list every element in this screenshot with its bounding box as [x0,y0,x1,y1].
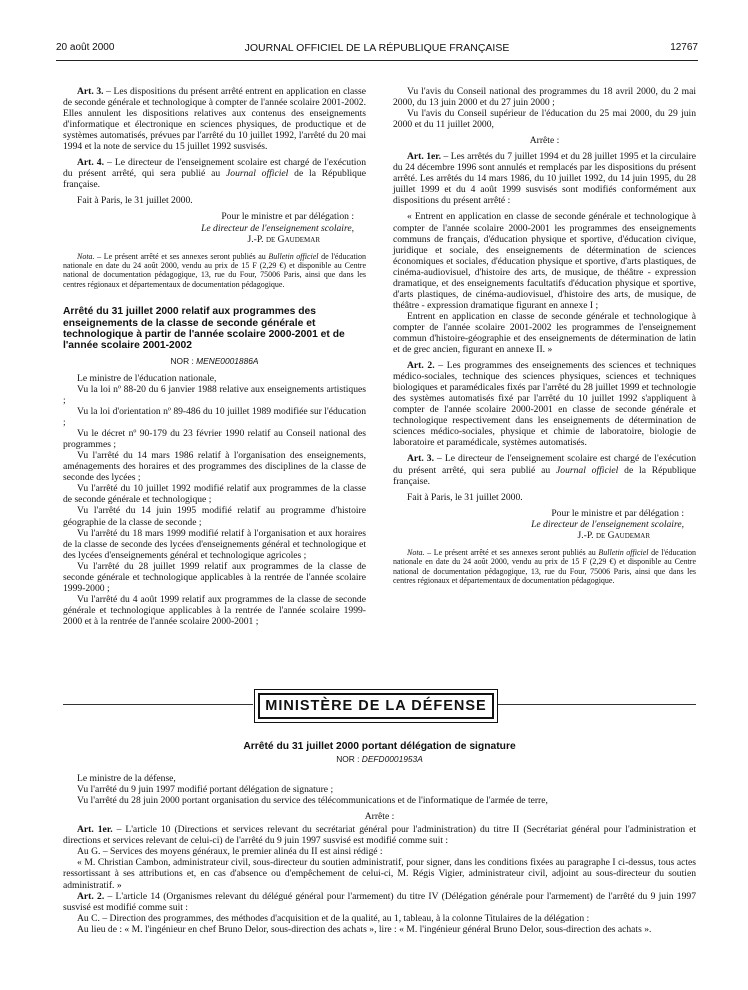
article-1: Art. 1er. – Les arrêtés du 7 juillet 1994 et du 28 juillet 1995 et la circulaire du 24 décembre 1996 sont annulés et remplacés par les dispositions du présent arrêté. Les arrêtés du 14 mars 1986, du 10 juillet 1992, du 14 juin 1995, du 28 juillet 1999 et du 4 août 1999 susvisés sont modifiés conformément aux dispositions du présent arrêté : [393,151,696,207]
vu-item: Vu l'arrêté du 14 mars 1986 relatif à l'organisation des enseignements, aménagements des horaires et des programmes des disciplines de la classe de seconde des lycées ; [63,450,366,484]
defense-decree [63,741,696,935]
nota: Nota. – Le présent arrêté et ses annexes seront publiés au Bulletin officiel de l'éducation nationale en date du 24 août 2000, vendu au prix de 15 F (2,29 €) et disponible au Centre national de documentation pédagogique, 13, rue du Four, 75006 Paris, ainsi que dans les centres régionaux et départementaux de documentation pédagogique. [63,251,366,289]
nor-reference: NOR : MENE0001886A [170,355,259,366]
signature-line-2: Le directeur de l'enseignement scolaire, [201,222,354,234]
article-3: Art. 3. – Les dispositions du présent arrêté entrent en application en classe de seconde générale et technologique à compter de l'année scolaire 2001-2002. Elles annulent les dispositions relatives aux contenus des enseignements d'informatique et électronique en sciences physiques, de productique et de systèmes automatisés, prévues par l'arrêté du 10 juillet 1992, l'arrêté du 20 mai 1994 et la note de service du 15 juillet 1992 susvisés. [63,86,367,153]
issue-date: 20 août 2000 [56,42,115,53]
ministry-title: MINISTÈRE DE LA DÉFENSE [258,693,494,719]
page-number: 12767 [670,42,698,53]
page-header [56,42,698,58]
decree-title: Arrêté du 31 juillet 2000 portant délégation de signature [243,741,516,752]
paragraph-c: Au C. – Direction des programmes, des méthodes d'acquisition et de la qualité, au 1, tableau, à la colonne Titulaires de la délégation : [77,912,590,924]
signature-name: J.-P. de Gaudemar [577,529,650,541]
signature-line-1: Pour le ministre et par délégation : [551,507,684,519]
vu-item: Vu l'avis du Conseil supérieur de l'éducation du 25 mai 2000, du 29 juin 2000 et du 11 juillet 2000, [393,108,696,131]
quote-annex-1: « Entrent en application en classe de seconde générale et technologique à compter de l'année scolaire 2000-2001 les programmes des enseignements communs de français, d'éducation physique et sportive, d'éducation civique, juridique et sociale, des enseignements de détermination de sciences économiques et sociales, d'éducation physique et sportive, d'arts plastiques, de cinéma-audiovisuel, d'histoire des arts, de musique, de théâtre - expression dramatique, et des enseignements facultatifs d'éducation physique et sportive, d'arts plastiques, de cinéma-audiovisuel, d'histoire des arts, de musique, de théâtre - expression dramatique figurant en annexe I ; [393,211,696,311]
banner-rule-right [497,704,696,705]
vu-item: Vu l'avis du Conseil national des programmes du 18 avril 2000, du 2 mai 2000, du 13 juin 2000 et du 27 juin 2000 ; [393,86,696,109]
vu-item: Vu l'arrêté du 14 juin 1995 modifié relatif au programme d'histoire géographie de la classe de seconde ; [63,505,366,528]
right-column [393,86,696,585]
done-at: Fait à Paris, le 31 juillet 2000. [77,195,193,207]
signature-line-1: Pour le ministre et par délégation : [221,211,354,223]
done-at: Fait à Paris, le 31 juillet 2000. [407,491,523,503]
vu-item: Vu la loi nº 88-20 du 6 janvier 1988 relative aux enseignements artistiques ; [63,383,366,406]
nota: Nota. – Le présent arrêté et ses annexes seront publiés au Bulletin officiel de l'éducation nationale en date du 24 août 2000, vendu au prix de 15 F (2,29 €) et disponible au Centre national de documentation pédagogique, 13, rue du Four, 75006 Paris, ainsi que dans les centres régionaux et départementaux de documentation pédagogique. [393,547,696,585]
article-2: Art. 2. – L'article 14 (Organismes relevant du délégué général pour l'armement) du titre IV (Délégation générale pour l'armement) de l'arrêté du 9 juin 1997 susvisé est modifié comme suit : [63,890,696,913]
vu-item: Vu l'arrêté du 28 juillet 1999 relatif aux programmes de la classe de seconde générale et technologique applicables à la rentrée de l'année scolaire 1999-2000 ; [63,560,366,594]
article-3: Art. 3. – Le directeur de l'enseignement scolaire est chargé de l'exécution du présent arrêté, qui sera publié au Journal officiel de la République française. [393,453,696,487]
arrete-heading: Arrête : [529,135,560,147]
article-2: Art. 2. – Les programmes des enseignements des sciences et techniques médico-sociales, technique des sciences physiques, sciences et techniques biologiques et paramédicales fixés par l'arrêté du 28 juillet 1999 et technologie des systèmes automatisés fixé par l'arrêté du 10 juillet 1992 s'appliquent à compter de l'année scolaire 2000-2001 en classe de seconde générale et technologique respectivement dans les enseignements de détermination de sciences médico-sociales, physique et chimie de laboratoire, biologie de laboratoire et paramédicale, systèmes automatisés. [393,360,696,449]
paragraph-replacement: Au lieu de : « M. l'ingénieur en chef Bruno Delor, sous-direction des achats », lire : « M. l'ingénieur général Bruno Delor, sous-direction des achats ». [77,923,652,935]
signature-line-2: Le directeur de l'enseignement scolaire, [531,518,684,530]
vu-item: Vu l'arrêté du 10 juillet 1992 modifié relatif aux programmes de la classe de seconde générale et technologique ; [63,483,366,506]
arrete-heading: Arrête : [364,811,395,823]
journal-title: JOURNAL OFFICIEL DE LA RÉPUBLIQUE FRANÇAISE [244,42,510,54]
vu-item: Vu l'arrêté du 18 mars 1999 modifié relatif à l'organisation et aux horaires de la classe de seconde des lycées d'enseignements général et technologique et des lycées d'enseignements général et technologique agricoles ; [63,527,366,561]
vu-item: Vu l'arrêté du 28 juin 2000 portant organisation du service des télécommunications et de l'informatique de l'armée de terre, [77,795,548,807]
left-column [63,86,366,627]
ministry-banner [254,689,498,723]
vu-item: Vu l'arrêté du 4 août 1999 relatif aux programmes de la classe de seconde générale et technologique applicables à la rentrée de l'année scolaire 1999-2000 et à la rentrée de l'année scolaire 2000-2001 ; [63,593,366,627]
decree-title: Arrêté du 31 juillet 2000 relatif aux programmes des enseignements de la classe de seconde générale et technologique à partir de l'année scolaire 2000-2001 et de l'année scolaire 2001-2002 [63,306,345,352]
minister: Le ministre de l'éducation nationale, [77,372,217,384]
vu-item: Vu la loi d'orientation nº 89-486 du 10 juillet 1989 modifiée sur l'éducation ; [63,406,366,429]
article-1: Art. 1er. – L'article 10 (Directions et services relevant du secrétariat général pour l'administration) du titre II (Secrétariat général pour l'administration et directions et services relevant de celui-ci) de l'arrêté du 9 juin 1997 susvisé est modifié comme suit : [63,824,696,847]
vu-item: Vu l'arrêté du 9 juin 1997 modifié portant délégation de signature ; [77,784,334,796]
quote-delegation: « M. Christian Cambon, administrateur civil, sous-directeur du soutien administratif, pour signer, dans les conditions fixées au paragraphe I ci-dessus, tous actes ressortissant à ses attributions et, en cas d'absence ou d'empêchement de celui-ci, M. Régis Vigier, administrateur civil, adjoint au sous-directeur du soutien administratif. » [63,857,696,891]
article-4: Art. 4. – Le directeur de l'enseignement scolaire est chargé de l'exécution du présent arrêté, qui sera publié au Journal officiel de la République française. [63,157,366,191]
banner-rule-left [63,704,253,705]
quote-annex-2: Entrent en application en classe de seconde générale et technologique à compter de l'année scolaire 2001-2002 les programmes de l'enseignement commun d'histoire-géographie et des enseignements de détermination de latin et de grec ancien, figurant en annexe II. » [393,310,696,356]
header-rule [56,60,698,61]
vu-item: Vu le décret nº 90-179 du 23 février 1990 relatif au Conseil national des programmes ; [63,428,366,451]
minister: Le ministre de la défense, [77,773,176,785]
nor-reference: NOR : DEFD0001953A [336,754,423,765]
paragraph-g: Au G. – Services des moyens généraux, le premier alinéa du II est ainsi rédigé : [77,846,383,858]
signature-name: J.-P. de Gaudemar [247,233,320,245]
